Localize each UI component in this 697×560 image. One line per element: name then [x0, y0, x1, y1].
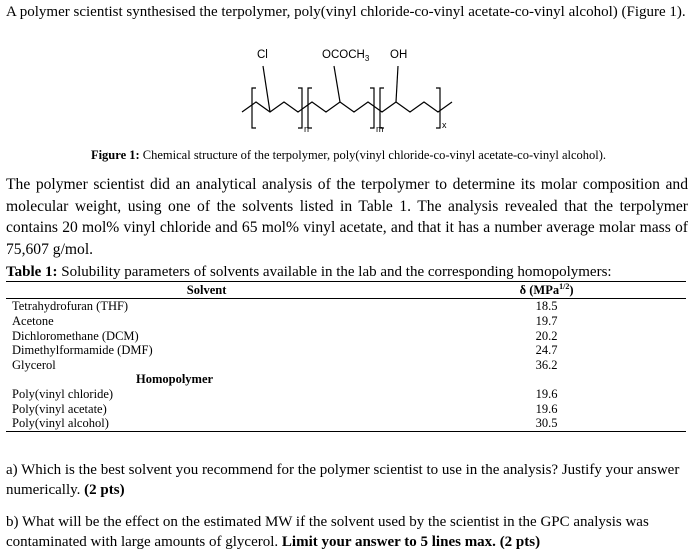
row-value: 19.6: [535, 387, 558, 402]
figure-label: Figure 1:: [90, 148, 140, 162]
question-a: [6, 460, 688, 500]
homopolymer-subheader: Homopolymer: [136, 372, 214, 387]
bond-cl: [263, 66, 270, 112]
row-name: Poly(vinyl acetate): [12, 401, 107, 416]
table-caption: [6, 263, 688, 281]
subscript-x: x: [442, 120, 447, 130]
question-b-points: (2 pts): [495, 534, 541, 550]
row-name: Dimethylformamide (DMF): [12, 343, 153, 358]
header-delta: δ (MPa$^{1/2}$): [519, 282, 574, 298]
figure-caption: [0, 148, 697, 163]
row-value: 19.7: [535, 314, 558, 329]
table-label: Table 1:: [6, 264, 58, 280]
row-value: 24.7: [535, 343, 558, 358]
bracket-1-right: [298, 88, 302, 128]
table-row: [6, 328, 686, 343]
row-name: Glycerol: [12, 357, 56, 372]
substituent-cl: Cl: [257, 49, 268, 61]
row-name: Acetone: [12, 314, 54, 329]
row-value: 30.5: [535, 416, 558, 431]
table-row: [6, 314, 686, 329]
question-b-limit: Limit your answer to 5 lines max.: [281, 534, 496, 550]
row-value: 18.5: [535, 299, 558, 314]
row-value: 36.2: [535, 357, 558, 372]
table-row: [6, 299, 686, 314]
row-name: Tetrahydrofuran (THF): [12, 299, 129, 314]
intro-text: A polymer scientist synthesised the terpolymer, poly(vinyl chloride-co-vinyl acetate-co-vinyl alcohol) (Figure 1).: [6, 4, 686, 20]
bond-oh: [396, 66, 398, 102]
question-b-text: b) What will be the effect on the estimated MW if the solvent used by the scientist in the GPC analysis was contaminated with large amounts of glycerol.: [6, 514, 649, 550]
question-b: [6, 512, 688, 552]
bracket-2-right: [370, 88, 374, 128]
row-name: Dichloromethane (DCM): [12, 328, 139, 343]
backbone: [242, 102, 452, 112]
table-row: [6, 416, 686, 431]
bracket-2-left: [308, 88, 312, 128]
table-row: [6, 401, 686, 416]
substituent-oac: $OCOCH_3$: [322, 49, 370, 63]
question-a-text: a) Which is the best solvent you recommend for the polymer scientist to use in the analysis? Justify your answer numerically.: [6, 462, 680, 498]
table-row: [6, 358, 686, 373]
solubility-table: [6, 281, 686, 432]
table-row: [6, 343, 686, 358]
row-name: Poly(vinyl chloride): [12, 387, 114, 402]
table-subheader-row: [6, 372, 686, 387]
table-row: [6, 387, 686, 402]
analysis-paragraph: The polymer scientist did an analytical analysis of the terpolymer to determine its molar composition and molecular weight, using one of the solvents listed in Table 1. The analysis revealed that the terpolymer contains 20 mol% vinyl chloride and 65 mol% vinyl acetate, and that it has a number average molar mass of 75,607 g/mol.: [6, 176, 688, 258]
bond-oac: [334, 66, 340, 102]
bracket-3-right: [436, 88, 440, 128]
table-caption-text: Solubility parameters of solvents available in the lab and the corresponding homopolymers:: [57, 264, 612, 280]
bracket-1-left: [252, 88, 256, 128]
subscript-m: m: [376, 124, 384, 134]
header-solvent: Solvent: [186, 282, 227, 297]
subscript-n: n: [304, 124, 310, 134]
row-value: 19.6: [535, 401, 558, 416]
row-name: Poly(vinyl alcohol): [12, 416, 109, 431]
question-a-points: (2 pts): [84, 482, 125, 498]
substituent-oh: OH: [390, 49, 408, 61]
terpolymer-structure-diagram: [230, 44, 470, 136]
bracket-3-left: [380, 88, 384, 128]
row-value: 20.2: [535, 328, 558, 343]
figure-caption-text: Chemical structure of the terpolymer, poly(vinyl chloride-co-vinyl acetate-co-vinyl alcohol).: [139, 148, 607, 162]
